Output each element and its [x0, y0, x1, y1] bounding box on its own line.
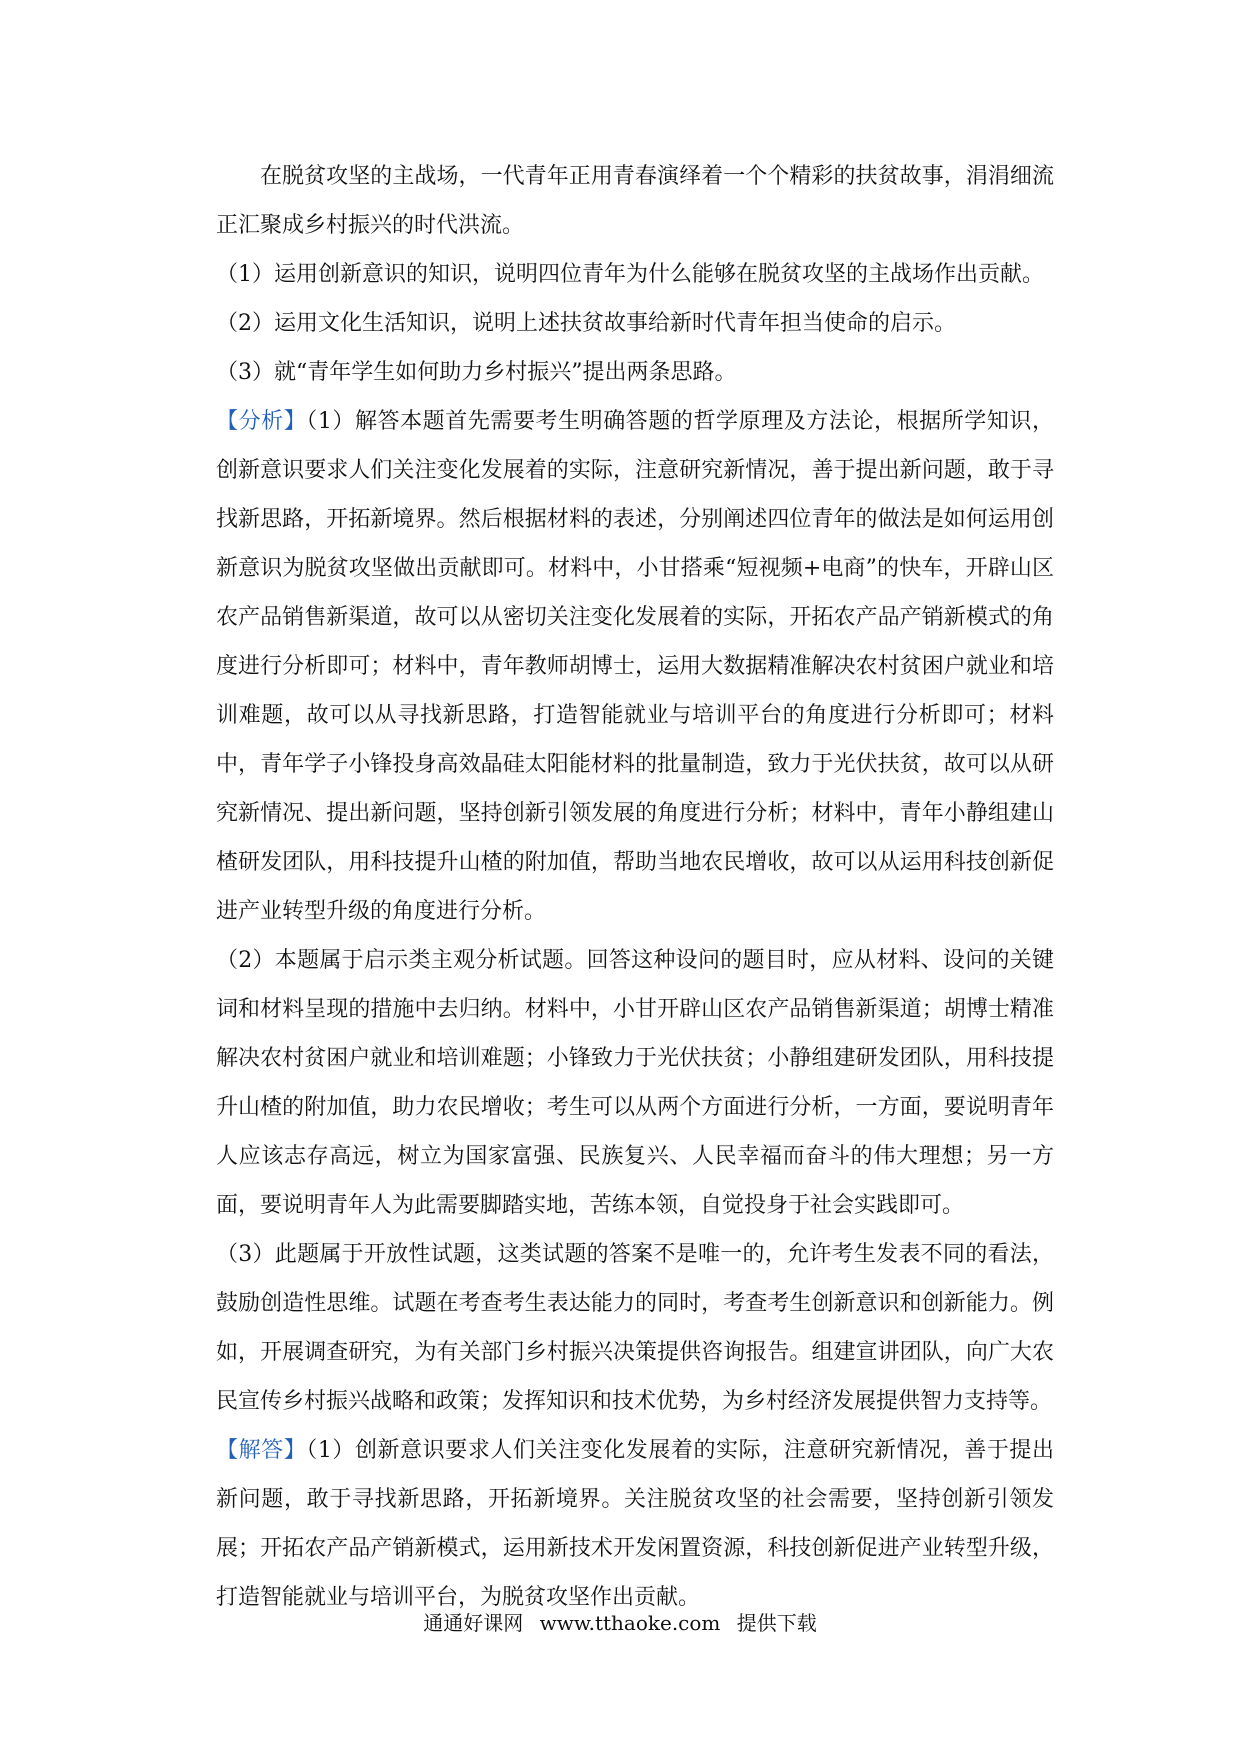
footer-suffix: 提供下载	[736, 1611, 817, 1635]
answer-paragraph-1	[216, 1426, 1054, 1622]
question-3: （3）就“青年学生如何助力乡村振兴”提出两条思路。	[216, 360, 737, 385]
analysis-paragraph-3: （3）此题属于开放性试题，这类试题的答案不是唯一的，允许考生发表不同的看法，鼓励创造性思维。试题在考查考生表达能力的同时，考查考生创新意识和创新能力。例如，开展调查研究，为有关部门乡村振兴决策提供咨询报告。组建宣讲团队，向广大农民宣传乡村振兴战略和政策；发挥知识和技术优势，为乡村经济发展提供智力支持等。	[216, 1242, 1054, 1414]
intro-paragraph: 在脱贫攻坚的主战场，一代青年正用青春演绎着一个个精彩的扶贫故事，涓涓细流正汇聚成乡村振兴的时代洪流。	[216, 164, 1054, 238]
question-1: （1）运用创新意识的知识，说明四位青年为什么能够在脱贫攻坚的主战场作出贡献。	[216, 262, 1044, 287]
answer-tag: 【解答】	[216, 1438, 307, 1463]
analysis-paragraph-1	[216, 397, 1054, 936]
question-2: （2）运用文化生活知识，说明上述扶贫故事给新时代青年担当使命的启示。	[216, 311, 956, 336]
analysis-text-1: （1）解答本题首先需要考生明确答题的哲学原理及方法论，根据所学知识，创新意识要求人们关注变化发展着的实际，注意研究新情况，善于提出新问题，敢于寻找新思路，开拓新境界。然后根据材料的表述，分别阐述四位青年的做法是如何运用创新意识为脱贫攻坚做出贡献即可。材料中，小甘搭乘“短视频+电商”的快车，开辟山区农产品销售新渠道，故可以从密切关注变化发展着的实际，开拓农产品产销新模式的角度进行分析即可；材料中，青年教师胡博士，运用大数据精准解决农村贫困户就业和培训难题，故可以从寻找新思路，打造智能就业与培训平台的角度进行分析即可；材料中，青年学子小锋投身高效晶硅太阳能材料的批量制造，致力于光伏扶贫，故可以从研究新情况、提出新问题，坚持创新引领发展的角度进行分析；材料中，青年小静组建山楂研发团队，用科技提升山楂的附加值，帮助当地农民增收，故可以从运用科技创新促进产业转型升级的角度进行分析。	[216, 409, 1054, 924]
footer-site-name: 通通好课网	[423, 1611, 524, 1635]
answer-text-1: （1）创新意识要求人们关注变化发展着的实际，注意研究新情况，善于提出新问题，敢于寻找新思路，开拓新境界。关注脱贫攻坚的社会需要，坚持创新引领发展；开拓农产品产销新模式，运用新技术开发闲置资源，科技创新促进产业转型升级，打造智能就业与培训平台，为脱贫攻坚作出贡献。	[216, 1438, 1054, 1610]
analysis-paragraph-2: （2）本题属于启示类主观分析试题。回答这种设问的题目时，应从材料、设问的关键词和材料呈现的措施中去归纳。材料中，小甘开辟山区农产品销售新渠道；胡博士精准解决农村贫困户就业和培训难题；小锋致力于光伏扶贫；小静组建研发团队，用科技提升山楂的附加值，助力农民增收；考生可以从两个方面进行分析，一方面，要说明青年人应该志存高远，树立为国家富强、民族复兴、人民幸福而奋斗的伟大理想；另一方面，要说明青年人为此需要脚踏实地，苦练本领，自觉投身于社会实践即可。	[216, 948, 1054, 1218]
document-body	[216, 152, 1054, 1622]
analysis-tag: 【分析】	[216, 409, 307, 434]
footer-url[interactable]: www.tthaoke.com	[539, 1611, 721, 1635]
page-footer	[0, 1608, 1240, 1638]
